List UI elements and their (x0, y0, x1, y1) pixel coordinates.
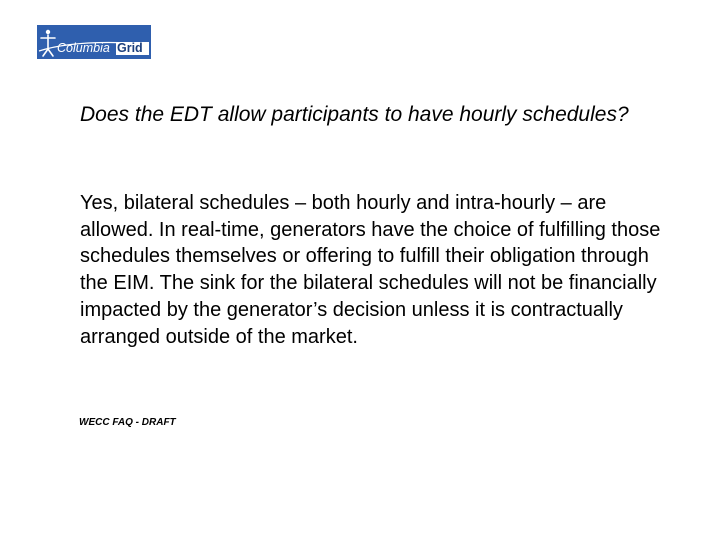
logo-text-part1: Columbia (57, 41, 110, 55)
logo-text-part2: Grid (117, 41, 143, 55)
slide-question: Does the EDT allow participants to have hourly schedules? (80, 103, 629, 126)
columbiagrid-logo (37, 25, 151, 59)
slide-answer: Yes, bilateral schedules – both hourly and intra-hourly – are allowed. In real-time, generators have the choice of fulfilling those schedules themselves or offering to fulfill their obligation through the EIM. The sink for the bilateral schedules will not be financially impacted by the generator’s decision unless it is contractually arranged outside of the market. (80, 192, 661, 348)
columbiagrid-logo-graphic (37, 25, 151, 59)
slide-footer: WECC FAQ - DRAFT (79, 417, 176, 428)
